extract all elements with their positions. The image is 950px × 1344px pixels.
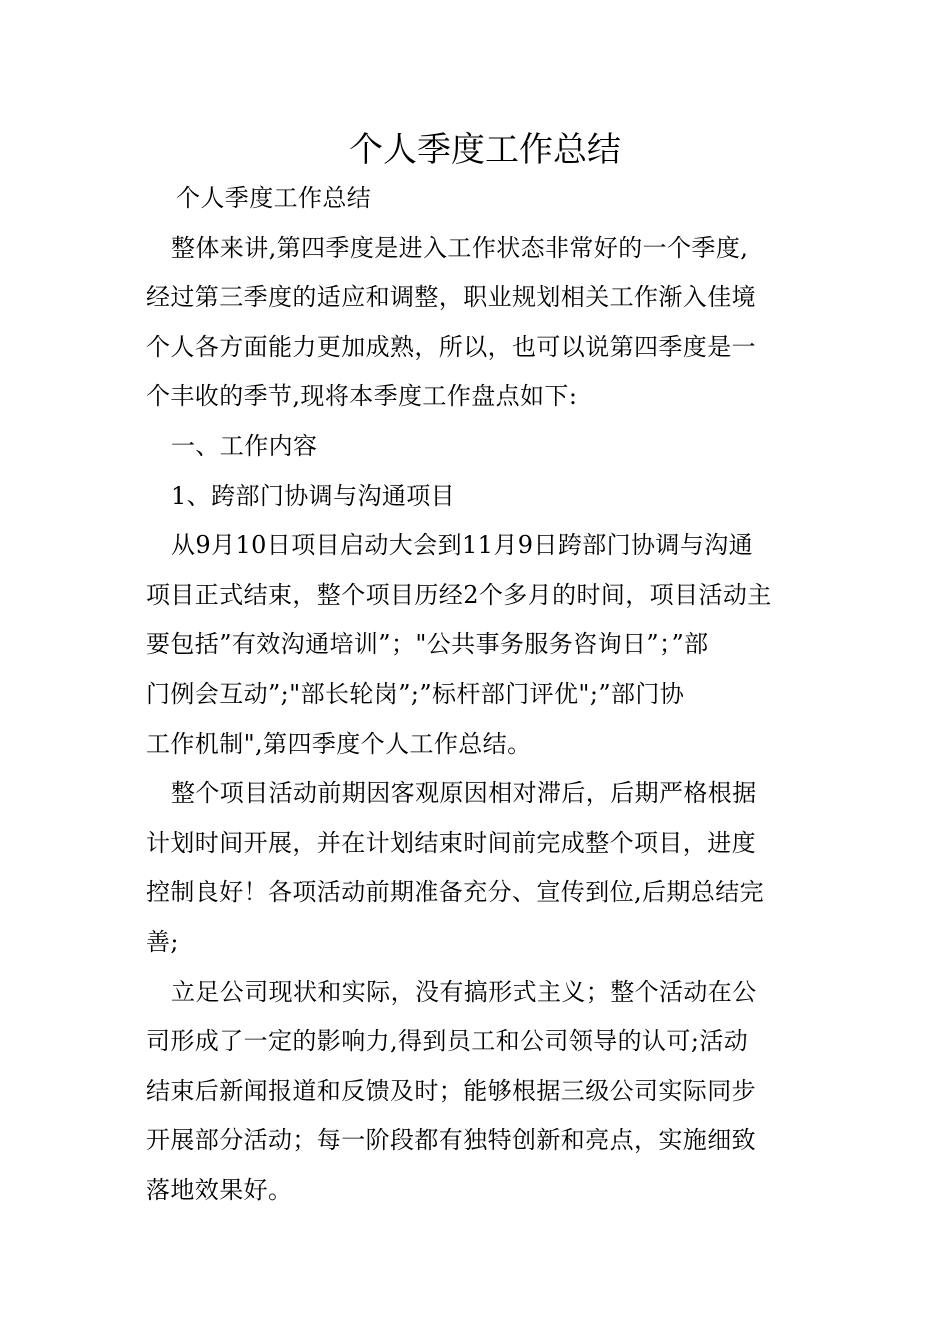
paragraph-line: 经过第三季度的适应和调整，职业规划相关工作渐入佳境	[146, 283, 756, 312]
subsection-heading: 1、跨部门协调与沟通项目	[171, 481, 456, 510]
paragraph-line: 整体来讲,第四季度是进入工作状态非常好的一个季度,	[171, 233, 749, 262]
paragraph-line: 从9月10日项目启动大会到11月9日跨部门协调与沟通	[171, 531, 754, 560]
paragraph-line: 门例会互动”;"部长轮岗”;”标杆部门评优";”部门协	[146, 679, 685, 708]
paragraph-line: 工作机制",第四季度个人工作总结。	[146, 729, 532, 758]
paragraph-line: 立足公司现状和实际，没有搞形式主义；整个活动在公	[171, 977, 757, 1006]
subtitle-line: 个人季度工作总结	[176, 184, 372, 212]
document-body	[146, 174, 808, 1215]
paragraph-line: 开展部分活动；每一阶段都有独特创新和亮点，实施细致	[146, 1126, 756, 1155]
paragraph-line: 善;	[146, 927, 179, 956]
paragraph-line: 个人各方面能力更加成熟，所以，也可以说第四季度是一	[146, 332, 756, 361]
paragraph-line: 控制良好！各项活动前期准备充分、宣传到位,后期总结完	[146, 878, 765, 907]
paragraph-line: 计划时间开展，并在计划结束时间前完成整个项目，进度	[146, 828, 756, 857]
paragraph-line: 整个项目活动前期因客观原因相对滞后，后期严格根据	[171, 779, 757, 808]
section-heading: 一、工作内容	[171, 431, 318, 460]
paragraph-line: 要包括”有效沟通培训”；"公共事务服务咨询日”；”部	[146, 630, 709, 659]
paragraph-line: 个丰收的季节,现将本季度工作盘点如下:	[146, 382, 578, 411]
paragraph-line: 结束后新闻报道和反馈及时；能够根据三级公司实际同步	[146, 1076, 756, 1105]
paragraph-line: 司形成了一定的影响力,得到员工和公司领导的认可;活动	[146, 1027, 749, 1056]
document-title: 个人季度工作总结	[349, 130, 621, 170]
paragraph-line: 项目正式结束，整个项目历经2个多月的时间，项目活动主	[146, 580, 772, 609]
paragraph-line: 落地效果好。	[146, 1175, 293, 1204]
